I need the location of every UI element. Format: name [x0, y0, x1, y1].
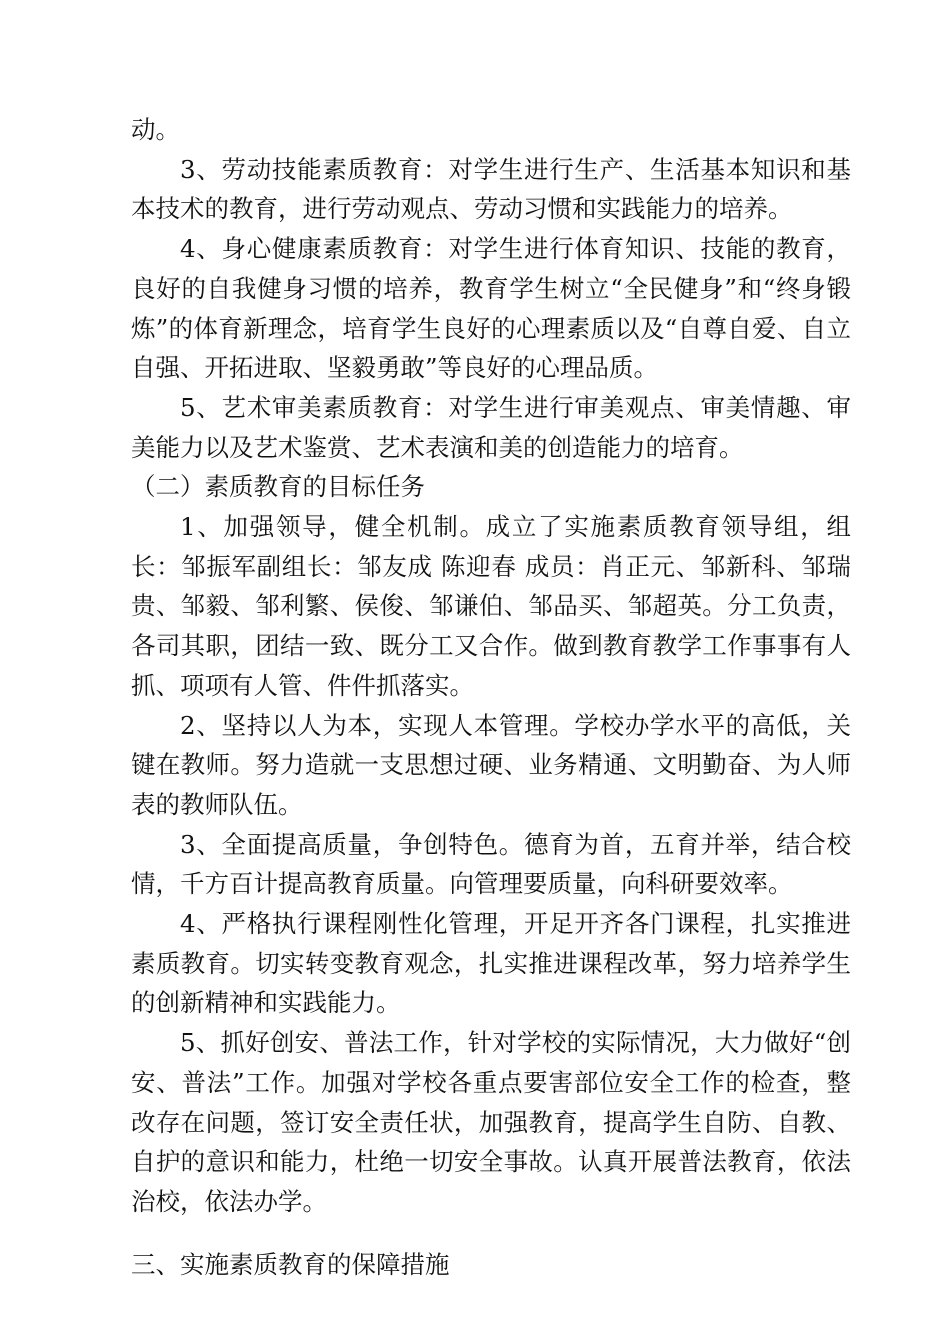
task-item: 3、全面提高质量，争创特色。德育为首，五育并举，结合校情，千方百计提高教育质量。向管理要质量，向科研要效率。: [131, 829, 851, 899]
paragraph-continuation: 动。: [131, 115, 180, 144]
task-item: 4、严格执行课程刚性化管理，开足开齐各门课程，扎实推进素质教育。切实转变教育观念，扎实推进课程改革，努力培养学生的创新精神和实践能力。: [131, 909, 851, 1018]
document-page: [131, 110, 851, 1284]
subheading-goals-tasks: （二）素质教育的目标任务: [131, 472, 425, 502]
task-item: 5、抓好创安、普法工作，针对学校的实际情况，大力做好“创安、普法”工作。加强对学校各重点要害部位安全工作的检查，整改存在问题，签订安全责任状，加强教育，提高学生自防、自教、自护的意识和能力，杜绝一切安全事故。认真开展普法教育，依法治校，依法办学。: [131, 1028, 851, 1216]
paragraph-art-aesthetics: 5、艺术审美素质教育：对学生进行审美观点、审美情趣、审美能力以及艺术鉴赏、艺术表演和美的创造能力的培育。: [131, 392, 851, 462]
task-item: 2、坚持以人为本，实现人本管理。学校办学水平的高低，关键在教师。努力造就一支思想过硬、业务精通、文明勤奋、为人师表的教师队伍。: [131, 710, 851, 819]
paragraph-labor-skills: 3、劳动技能素质教育：对学生进行生产、生活基本知识和基本技术的教育，进行劳动观点、劳动习惯和实践能力的培养。: [131, 154, 851, 224]
section-heading: 三、实施素质教育的保障措施: [131, 1249, 450, 1279]
paragraph-physical-mental-health: 4、身心健康素质教育：对学生进行体育知识、技能的教育，良好的自我健身习惯的培养，教育学生树立“全民健身”和“终身锻炼”的体育新理念，培育学生良好的心理素质以及“自尊自爱、自立自强、开拓进取、坚毅勇敢”等良好的心理品质。: [131, 234, 851, 383]
task-item: 1、加强领导，健全机制。成立了实施素质教育领导组，组长：邹振军副组长：邹友成 陈迎春 成员：肖正元、邹新科、邹瑞贵、邹毅、邹利繁、侯俊、邹谦伯、邹品买、邹超英。分工负责，各司其职，团结一致、既分工又合作。做到教育教学工作事事有人抓、项项有人管、件件抓落实。: [131, 512, 851, 700]
